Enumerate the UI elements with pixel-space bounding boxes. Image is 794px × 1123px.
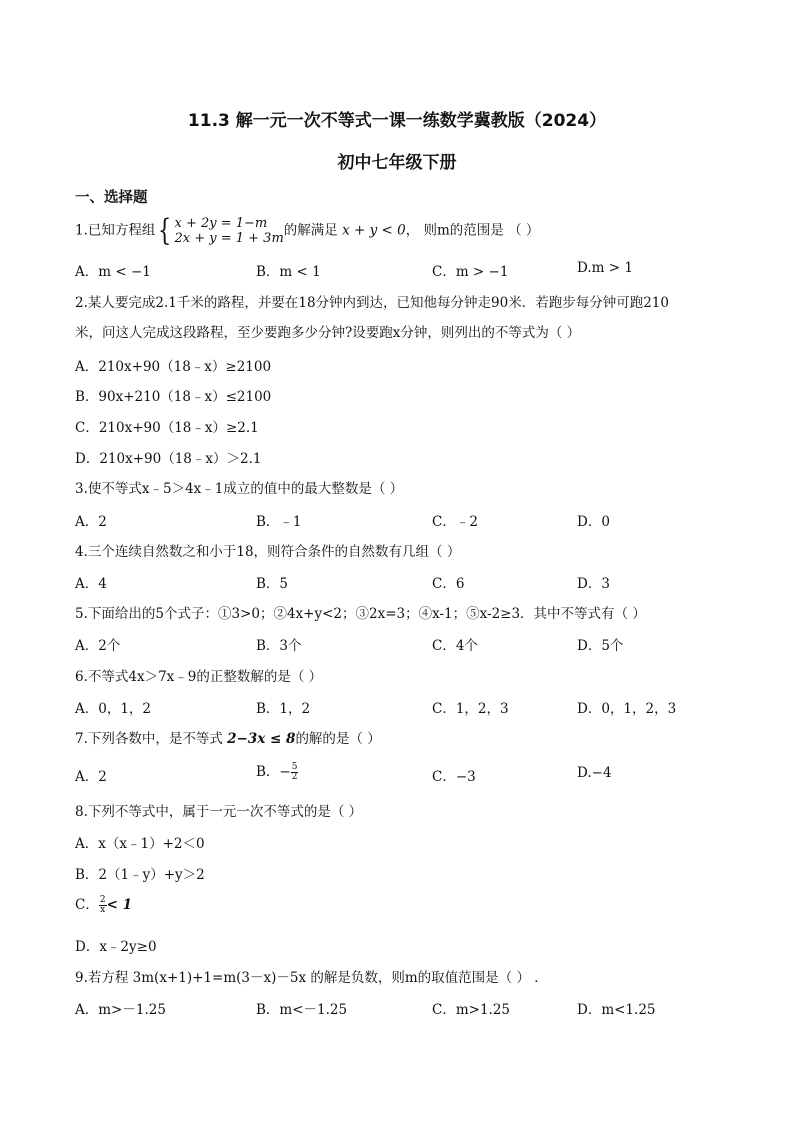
question-1-option-d: D.m > 1 [577, 260, 633, 276]
question-2-stem-line-2: 米，问这人完成这段路程，至少要跑多少分钟?设要跑x分钟，则列出的不等式为（ ） [75, 325, 581, 341]
question-7-stem-pre: 7.下列各数中，是不等式 [75, 731, 228, 747]
question-8-option-b: B．2（1﹣y）+y＞2 [75, 867, 205, 883]
question-6-option-d: D．0，1，2，3 [577, 701, 677, 717]
question-4-stem: 4.三个连续自然数之和小于18，则符合条件的自然数有几组（ ） [75, 544, 461, 560]
question-1-stem-pre: 1.已知方程组 [75, 222, 156, 239]
question-3-option-d: D．0 [577, 514, 610, 530]
question-8-option-c [75, 893, 132, 915]
question-9-option-b: B．m<－1.25 [256, 1002, 348, 1018]
question-4-option-a: A．4 [75, 576, 107, 592]
equation-2: 2x + y = 1 + 3m [174, 231, 284, 246]
question-1-option-b: B．m < 1 [256, 264, 321, 280]
question-2-option-b: B．90x+210（18﹣x）≤2100 [75, 389, 272, 405]
question-1-stem-post: ， 则m的范围是 （ ） [405, 222, 540, 239]
question-6-option-b: B．1，2 [256, 701, 311, 717]
question-8-option-d: D．x﹣2y≥0 [75, 939, 157, 955]
page-title: 11.3 解一元一次不等式一课一练数学冀教版（2024） [187, 111, 607, 131]
question-1-stem-mid: 的解满足 [283, 222, 343, 239]
question-8-option-c-label: C． [75, 897, 99, 913]
question-4-option-d: D．3 [577, 576, 610, 592]
question-2-option-a: A．210x+90（18﹣x）≥2100 [75, 359, 272, 375]
question-7-option-b [256, 760, 298, 782]
question-7-option-b-label: B．− [256, 764, 291, 780]
question-8-option-c-inequality: < 1 [106, 897, 132, 913]
equation-system-brace: { [158, 213, 172, 248]
question-5-option-d: D．5个 [577, 638, 624, 654]
question-3-stem: 3.使不等式x﹣5＞4x﹣1成立的值中的最大整数是（ ） [75, 481, 404, 497]
question-7-option-a: A．2 [75, 769, 107, 785]
equation-1: x + 2y = 1−m [174, 216, 268, 231]
section-heading: 一、选择题 [75, 190, 148, 206]
question-9-stem: 9.若方程 3m(x+1)+1=m(3－x)－5x 的解是负数，则m的取值范围是（ ） ． [75, 970, 548, 986]
question-5-option-c: C．4个 [432, 638, 478, 654]
question-9-option-a: A．m>－1.25 [75, 1002, 166, 1018]
question-5-option-a: A．2个 [75, 638, 121, 654]
question-7-stem-post: 的解的是（ ） [295, 731, 381, 747]
equation-system [174, 216, 283, 246]
question-7-stem [75, 727, 381, 747]
question-3-option-c: C．﹣2 [432, 514, 478, 530]
question-1-option-a: A．m < −1 [75, 264, 151, 280]
question-2-stem-line-1: 2.某人要完成2.1千米的路程，并要在18分钟内到达，已知他每分钟走90米．若跑步每分钟可跑210 [75, 295, 669, 311]
question-2-option-d: D．210x+90（18﹣x）＞2.1 [75, 451, 262, 467]
question-7-option-d: D.−4 [577, 765, 612, 781]
fraction [291, 763, 299, 782]
fraction-denominator: 2 [291, 772, 298, 782]
question-5-option-b: B．3个 [256, 638, 302, 654]
question-5-stem: 5.下面给出的5个式子：①3>0；②4x+y<2；③2x=3；④x-1；⑤x-2≥3．其中不等式有（ ） [75, 606, 646, 622]
question-1-stem [75, 213, 540, 248]
question-8-option-a: A．x（x﹣1）+2＜0 [75, 836, 205, 852]
page-subtitle: 初中七年级下册 [337, 153, 457, 173]
question-8-stem: 8.下列不等式中，属于一元一次不等式的是（ ） [75, 804, 363, 820]
question-1-option-c: C．m > −1 [432, 264, 509, 280]
question-1-condition: x + y < 0 [342, 222, 406, 239]
question-6-option-a: A．0，1，2 [75, 701, 152, 717]
question-3-option-b: B．﹣1 [256, 514, 302, 530]
fraction-numerator: 2 [99, 895, 106, 905]
fraction-numerator: 5 [291, 762, 298, 772]
question-9-option-d: D．m<1.25 [577, 1002, 656, 1018]
question-6-option-c: C．1，2，3 [432, 701, 509, 717]
question-4-option-b: B．5 [256, 576, 289, 592]
question-3-option-a: A．2 [75, 514, 107, 530]
question-2-option-c: C．210x+90（18﹣x）≥2.1 [75, 420, 259, 436]
question-7-inequality: 2−3x ≤ 8 [227, 731, 296, 747]
fraction [99, 896, 107, 915]
question-4-option-c: C．6 [432, 576, 465, 592]
question-7-option-c: C．−3 [432, 769, 476, 785]
fraction-denominator: x [100, 905, 106, 915]
question-6-stem: 6.不等式4x＞7x﹣9的正整数解的是（ ） [75, 669, 323, 685]
question-9-option-c: C．m>1.25 [432, 1002, 511, 1018]
